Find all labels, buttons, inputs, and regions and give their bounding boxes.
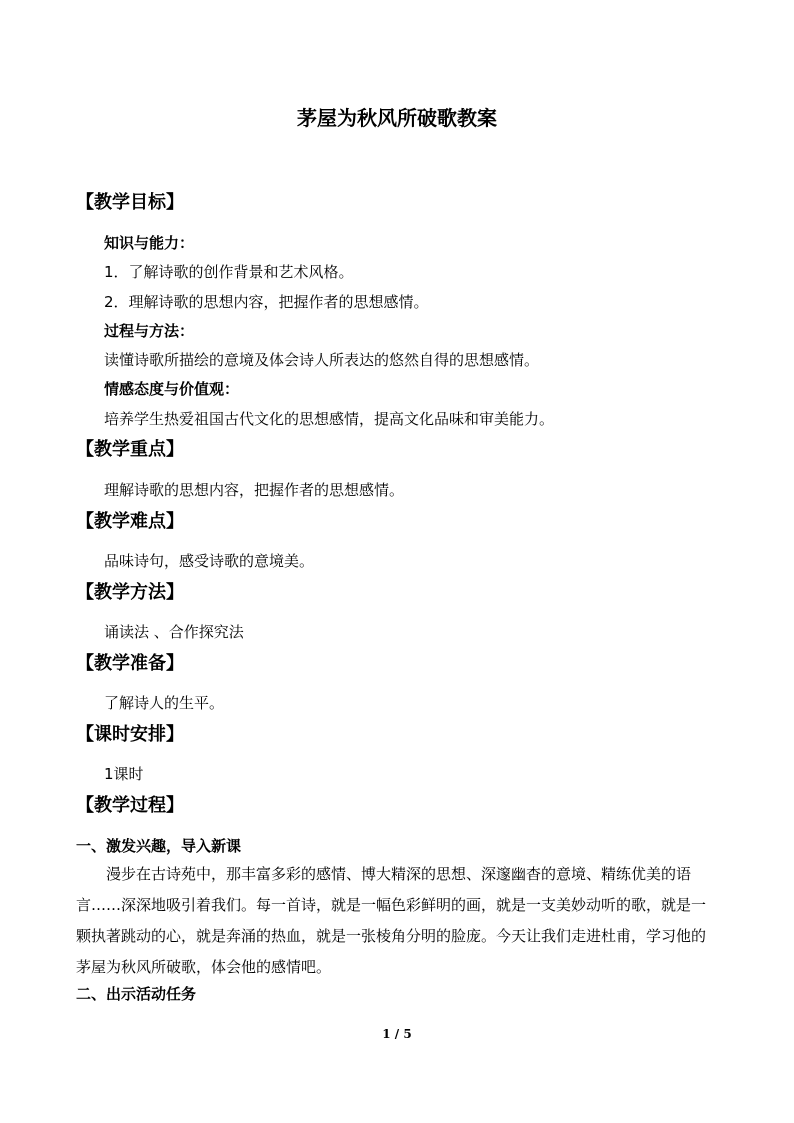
heading-process: 【教学过程】 <box>76 795 184 816</box>
schedule-text: 1课时 <box>104 765 144 783</box>
page-number: 1 / 5 <box>382 1027 412 1041</box>
heading-difficulties: 【教学难点】 <box>76 511 184 532</box>
difficulties-text: 品味诗句，感受诗歌的意境美。 <box>104 552 315 570</box>
emotion-text: 培养学生热爱祖国古代文化的思想感情，提高文化品味和审美能力。 <box>104 410 555 428</box>
heading-objectives: 【教学目标】 <box>76 192 184 213</box>
preparation-text: 了解诗人的生平。 <box>104 694 225 712</box>
emotion-label: 情感态度与价值观： <box>104 380 240 398</box>
section-title: 二、出示活动任务 <box>76 985 197 1003</box>
section-title: 一、激发兴趣，导入新课 <box>76 837 242 855</box>
methods-text: 诵读法 、合作探究法 <box>104 623 244 641</box>
knowledge-item: 2．理解诗歌的思想内容，把握作者的思想感情。 <box>104 293 429 311</box>
knowledge-label: 知识与能力： <box>104 234 195 252</box>
document-title: 茅屋为秋风所破歌教案 <box>297 106 497 130</box>
heading-preparation: 【教学准备】 <box>76 653 184 674</box>
knowledge-item: 1．了解诗歌的创作背景和艺术风格。 <box>104 263 354 281</box>
process-method-label: 过程与方法： <box>104 322 195 340</box>
heading-methods: 【教学方法】 <box>76 582 184 603</box>
key-points-text: 理解诗歌的思想内容，把握作者的思想感情。 <box>104 481 405 499</box>
section-paragraph: 漫步在古诗苑中，那丰富多彩的感情、博大精深的思想、深邃幽杳的意境、精练优美的语言……深深地吸引着我们。每一首诗，就是一幅色彩鲜明的画，就是一支美妙动听的歌，就是一颗执著跳动的心，就是奔涌的热血，就是一张棱角分明的脸庞。今天让我们走进杜甫，学习他的茅屋为秋风所破歌，体会他的感情吧。 <box>76 865 707 976</box>
heading-schedule: 【课时安排】 <box>76 724 184 745</box>
process-method-text: 读懂诗歌所描绘的意境及体会诗人所表达的悠然自得的思想感情。 <box>104 351 540 369</box>
heading-key-points: 【教学重点】 <box>76 439 184 460</box>
